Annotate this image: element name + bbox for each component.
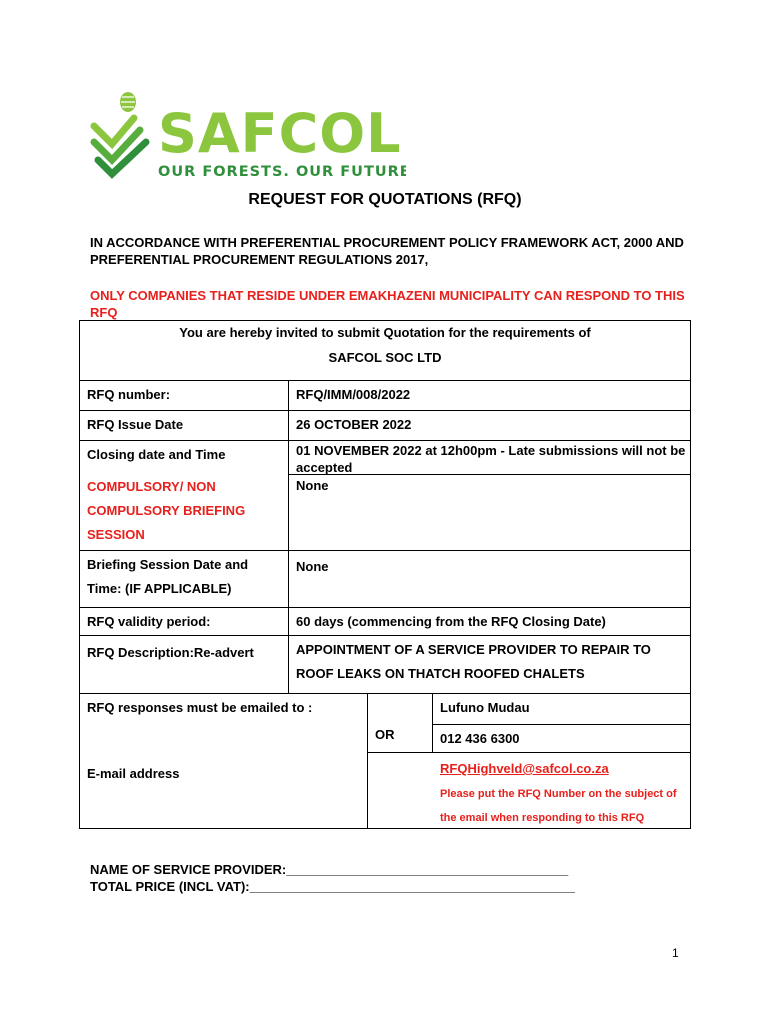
logo-wordmark: SAFCOL xyxy=(158,102,402,165)
legislation-intro: IN ACCORDANCE WITH PREFERENTIAL PROCUREMENT POLICY FRAMEWORK ACT, 2000 AND PREFERENTIAL PROCUREMENT REGULATIONS 2017, xyxy=(90,235,684,267)
issue-date-value: 26 OCTOBER 2022 xyxy=(296,417,412,432)
invite-company: SAFCOL SOC LTD xyxy=(328,350,442,365)
logo-tagline: OUR FORESTS. OUR FUTURE. xyxy=(158,164,406,180)
validity-value: 60 days (commencing from the RFQ Closing Date) xyxy=(296,614,606,629)
service-provider-line: NAME OF SERVICE PROVIDER:_______________________________________ xyxy=(90,862,569,877)
description-value: APPOINTMENT OF A SERVICE PROVIDER TO REPAIR TO ROOF LEAKS ON THATCH ROOFED CHALETS xyxy=(296,642,651,681)
closing-date-value: 01 NOVEMBER 2022 at 12h00pm - Late submissions will not be accepted xyxy=(296,443,686,475)
invite-line: You are hereby invited to submit Quotation for the requirements of xyxy=(179,325,591,340)
rfq-number-value: RFQ/IMM/008/2022 xyxy=(296,387,411,402)
contact-phone: 012 436 6300 xyxy=(440,731,520,746)
briefing-date-label: Briefing Session Date and Time: (IF APPLICABLE) xyxy=(87,557,249,596)
validity-label: RFQ validity period: xyxy=(87,614,211,629)
email-link[interactable]: RFQHighveld@safcol.co.za xyxy=(440,761,609,776)
page-number: 1 xyxy=(672,946,679,960)
contact-name: Lufuno Mudau xyxy=(440,700,530,715)
rfq-number-label: RFQ number: xyxy=(87,387,171,402)
or-label: OR xyxy=(375,727,395,742)
issue-date-label: RFQ Issue Date xyxy=(87,417,184,432)
email-label: E-mail address xyxy=(87,766,180,781)
document-title: REQUEST FOR QUOTATIONS (RFQ) xyxy=(248,191,522,208)
closing-date-label: Closing date and Time xyxy=(87,447,226,462)
municipality-notice: ONLY COMPANIES THAT RESIDE UNDER EMAKHAZENI MUNICIPALITY CAN RESPOND TO THIS RFQ xyxy=(90,288,685,320)
email-subject-note: Please put the RFQ Number on the subject of the email when responding to this RFQ xyxy=(440,788,677,824)
total-price-line: TOTAL PRICE (INCL VAT):_____________________________________________ xyxy=(90,879,575,894)
safcol-logo-mark xyxy=(86,88,406,180)
safcol-logo xyxy=(86,88,406,180)
description-label: RFQ Description:Re-advert xyxy=(87,645,254,660)
responses-label: RFQ responses must be emailed to : xyxy=(87,700,313,715)
briefing-session-value: None xyxy=(296,478,329,493)
briefing-date-value: None xyxy=(296,559,329,574)
briefing-session-label: COMPULSORY/ NON COMPULSORY BRIEFING SESSION xyxy=(87,479,246,542)
